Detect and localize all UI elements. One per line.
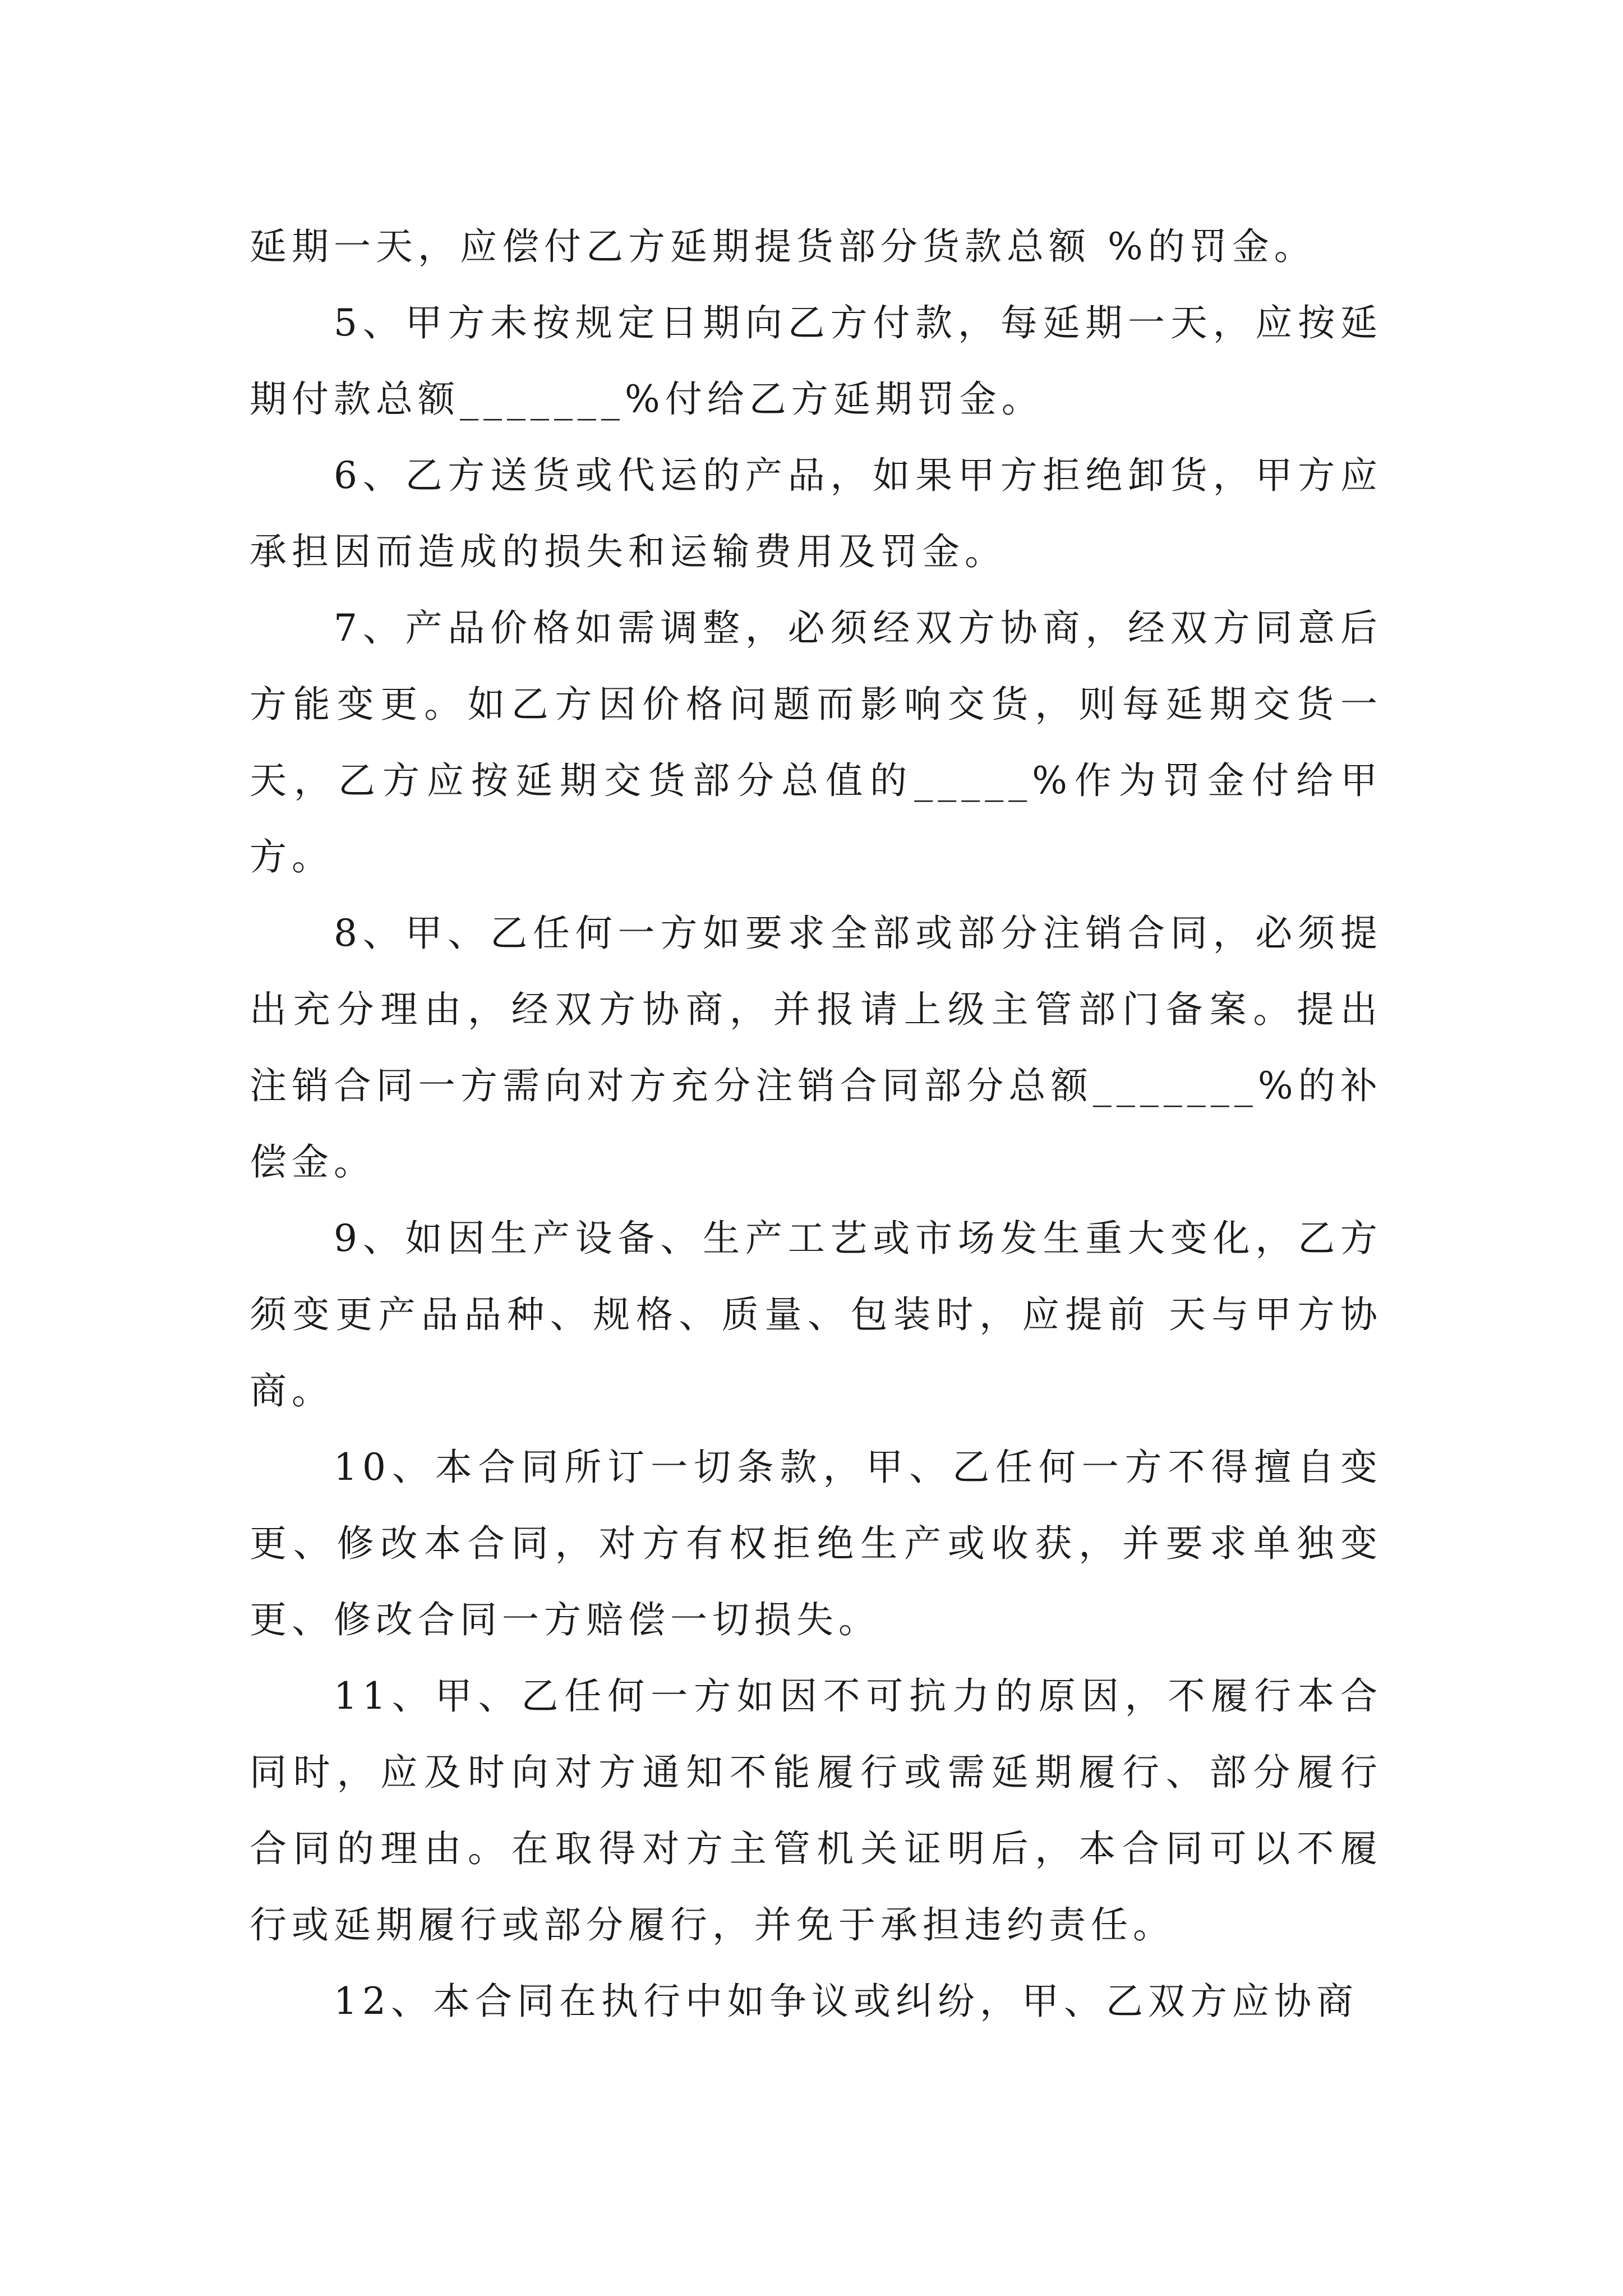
paragraph-clause-9: 9、如因生产设备、生产工艺或市场发生重大变化，乙方须变更产品品种、规格、质量、包装时，应提前 天与甲方协商。 [250, 1217, 1382, 1412]
document-body [250, 209, 1382, 2040]
paragraph-continued: 延期一天，应偿付乙方延期提货部分货款总额 %的罚金。 [250, 225, 1316, 268]
paragraph-clause-12: 12、本合同在执行中如争议或纠纷，甲、乙双方应协商 [334, 1980, 1358, 2023]
paragraph-clause-7: 7、产品价格如需调整，必须经双方协商，经双方同意后方能变更。如乙方因价格问题而影响交货，则每延期交货一天，乙方应按延期交货部分总值的_____%作为罚金付给甲方。 [250, 606, 1382, 878]
paragraph-clause-8: 8、甲、乙任何一方如要求全部或部分注销合同，必须提出充分理由，经双方协商，并报请上级主管部门备案。提出注销合同一方需向对方充分注销合同部分总额_______%的补偿金。 [250, 912, 1382, 1184]
paragraph-clause-11: 11、甲、乙任何一方如因不可抗力的原因，不履行本合同时，应及时向对方通知不能履行或需延期履行、部分履行合同的理由。在取得对方主管机关证明后，本合同可以不履行或延期履行或部分履行，并免于承担违约责任。 [250, 1674, 1382, 1947]
paragraph-clause-6: 6、乙方送货或代运的产品，如果甲方拒绝卸货，甲方应承担因而造成的损失和运输费用及罚金。 [250, 454, 1382, 573]
paragraph-clause-10: 10、本合同所订一切条款，甲、乙任何一方不得擅自变更、修改本合同，对方有权拒绝生产或收获，并要求单独变更、修改合同一方赔偿一切损失。 [250, 1446, 1382, 1641]
paragraph-clause-5: 5、甲方未按规定日期向乙方付款，每延期一天，应按延期付款总额_______%付给乙方延期罚金。 [250, 301, 1382, 421]
